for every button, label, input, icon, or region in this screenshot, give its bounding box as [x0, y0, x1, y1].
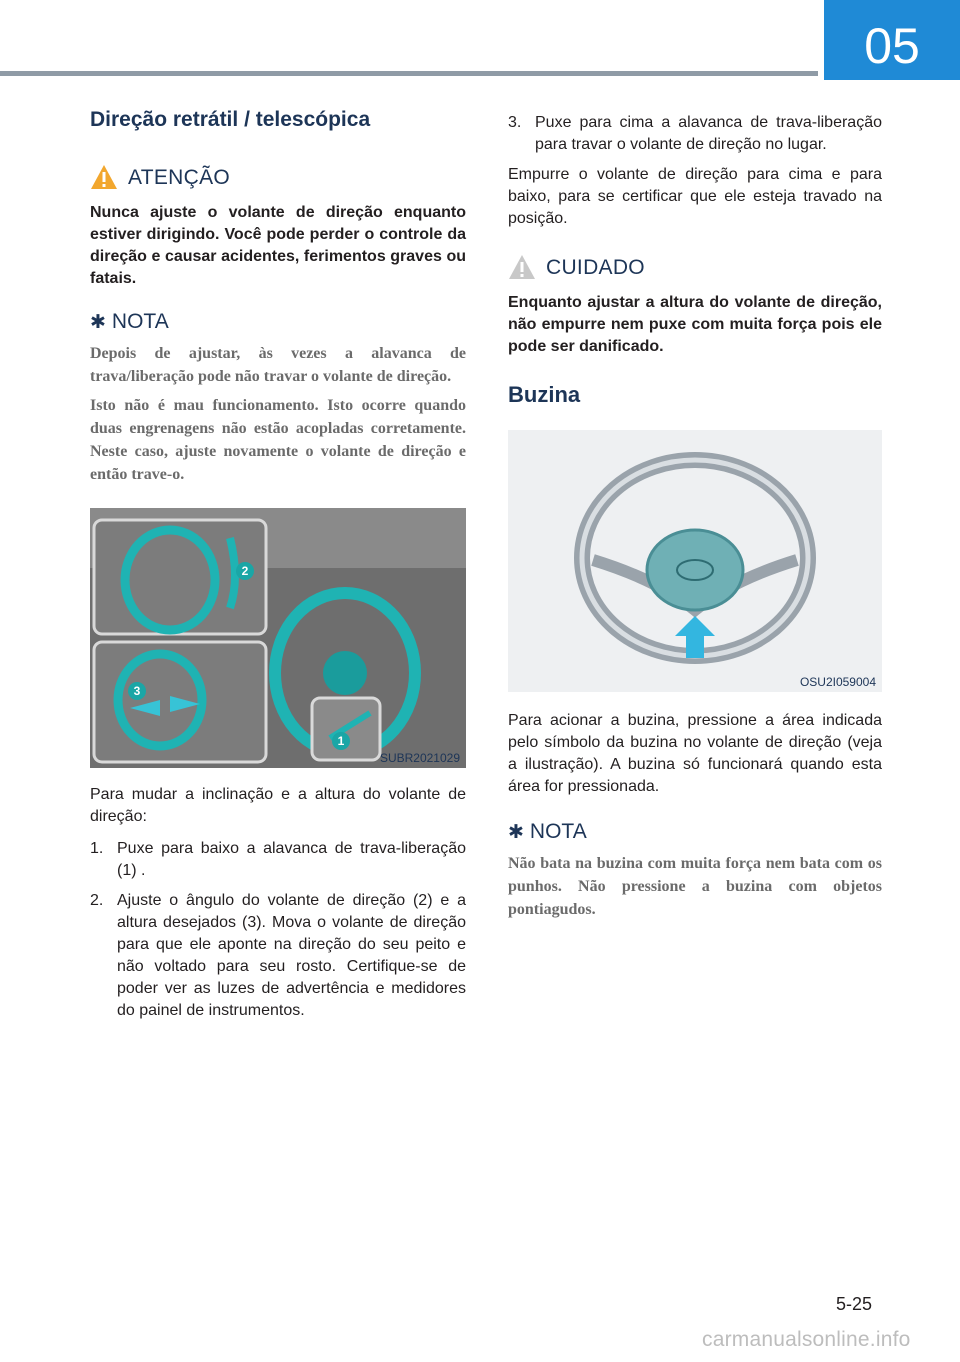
horn-figure: [508, 430, 882, 692]
note-heading: NOTA: [529, 820, 587, 843]
steps-list-right: [508, 112, 882, 156]
note-text-2: Isto não é mau funcionamento. Isto ocorre quando duas engrenagens não estão acopladas corretamente. Neste caso, ajuste novamente o volante de direção e então trave-o.: [90, 397, 466, 483]
horn-illustration: [508, 430, 882, 692]
list-item: [508, 112, 882, 156]
callout-1: 1: [332, 732, 350, 750]
list-item: [90, 838, 466, 882]
note-header: [508, 820, 882, 844]
list-item: [90, 890, 466, 1022]
step-number: 1.: [90, 840, 104, 857]
warning-header: [90, 164, 466, 190]
intro-text: Para mudar a inclinação e a altura do volante de direção:: [90, 786, 466, 825]
chapter-tab: 05: [824, 0, 960, 80]
caution-heading: CUIDADO: [546, 256, 645, 279]
step-number: 2.: [90, 892, 104, 909]
note-star-icon: ✱: [90, 311, 106, 333]
push-check-text: Empurre o volante de direção para cima e para baixo, para se certificar que ele esteja travado na posição.: [508, 166, 882, 227]
warning-text: Nunca ajuste o volante de direção enquanto estiver dirigindo. Você pode perder o controle da direção e causar acidentes, ferimentos graves ou fatais.: [90, 204, 466, 287]
step-number: 3.: [508, 114, 522, 131]
section-title-tilt: Direção retrátil / telescópica: [90, 108, 371, 131]
page-number: 5-25: [836, 1294, 873, 1314]
header-rule: [0, 71, 818, 76]
left-column: [90, 108, 466, 1030]
caution-header: [508, 254, 882, 280]
callout-2: 2: [236, 562, 254, 580]
note-text-1: Depois de ajustar, às vezes a alavanca de trava/liberação pode não travar o volante de direção.: [90, 345, 466, 385]
section-title-horn: Buzina: [508, 382, 581, 407]
note-star-icon: ✱: [508, 821, 524, 843]
figure-code: SUBR2021029: [379, 751, 460, 765]
steering-adjust-illustration: [90, 508, 466, 768]
figure-code: OSU2I059004: [799, 675, 876, 689]
steps-list-left: [90, 838, 466, 1022]
note-header: [90, 310, 466, 334]
caution-text: Enquanto ajustar a altura do volante de direção, não empurre nem puxe com muita força pois ele pode ser danificado.: [508, 294, 882, 355]
note-heading: NOTA: [111, 310, 169, 333]
caution-icon: [508, 254, 536, 280]
step-text: Ajuste o ângulo do volante de direção (2) e a altura desejados (3). Mova o volante de direção para que ele aponte na direção do seu peito e não voltado para seu rosto. Certifique-se de poder ver as luzes de advertência e medidores do painel de instrumentos.: [117, 892, 466, 1019]
callout-3: 3: [128, 682, 146, 700]
step-text: Puxe para cima a alavanca de trava-liberação para travar o volante de direção no lugar.: [535, 114, 882, 153]
warning-heading: ATENÇÃO: [128, 166, 231, 189]
warning-icon: [90, 164, 118, 190]
watermark: carmanualsonline.info: [702, 1328, 911, 1351]
note-text: Não bata na buzina com muita força nem bata com os punhos. Não pressione a buzina com objetos pontiagudos.: [508, 855, 882, 918]
step-text: Puxe para baixo a alavanca de trava-liberação (1) .: [117, 840, 466, 879]
steering-adjust-figure: [90, 508, 466, 768]
right-column: [508, 112, 882, 921]
horn-text: Para acionar a buzina, pressione a área indicada pelo símbolo da buzina no volante de direção (veja a ilustração). A buzina só funcionará quando esta área for pressionada.: [508, 712, 882, 795]
